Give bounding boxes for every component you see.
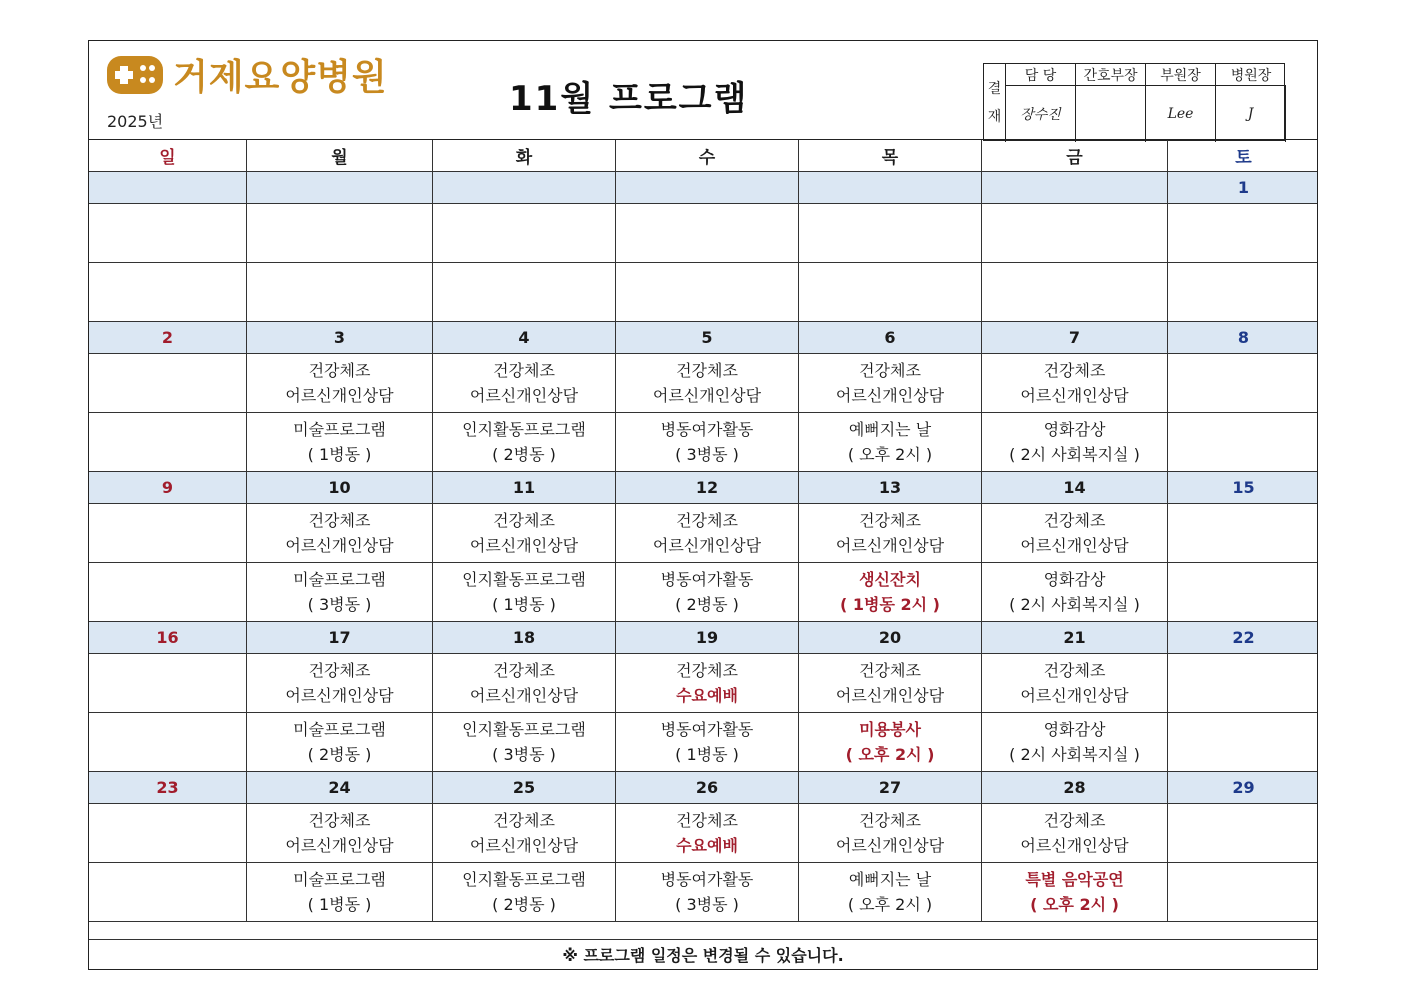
approval-role: 부원장 [1146,64,1216,86]
activity-line: 미술프로그램 [293,570,386,589]
date-cell: 25 [433,772,616,803]
weekday-header: 금 [982,140,1168,171]
activity-line: ( 2시 사회복지실 ) [1009,745,1140,764]
activity-cell [89,654,247,712]
activity-line: ( 3병동 ) [492,745,556,764]
date-cell: 9 [89,472,247,503]
activity-line: ( 2시 사회복지실 ) [1009,445,1140,464]
activity-line: 건강체조 [859,511,921,530]
date-cell [616,172,799,203]
activity-cell [247,504,433,562]
activity-line: 건강체조 [676,361,738,380]
activity-cell [89,804,247,862]
header [89,41,1317,139]
date-cell [89,172,247,203]
activity-cell [433,804,616,862]
activity-cell [982,204,1168,262]
weekday-header: 월 [247,140,433,171]
date-cell [433,172,616,203]
activity-cell [1168,504,1319,562]
activity-line: 건강체조 [676,661,738,680]
date-cell [982,172,1168,203]
activity-line: ( 2병동 ) [492,445,556,464]
date-row [89,322,1317,354]
activity-line: 건강체조 [308,511,371,530]
activity-line: 어르신개인상담 [1020,686,1129,705]
activity-line: ( 2시 사회복지실 ) [1009,595,1140,614]
activity-line: 어르신개인상담 [1020,836,1129,855]
activity-line: 건강체조 [1043,511,1106,530]
activity-cell [982,504,1168,562]
activity-cell [799,413,982,471]
activity-cell [247,354,433,412]
activity-line: ( 1병동 ) [307,895,372,914]
date-cell: 17 [247,622,433,653]
activity-cell [616,504,799,562]
activity-cell [616,413,799,471]
activity-line: 어르신개인상담 [835,386,945,405]
hospital-cross-icon [105,52,165,98]
weekday-header: 목 [799,140,982,171]
approval-role: 담 당 [1006,64,1076,86]
activity-cell [1168,563,1319,621]
activity-line: 어르신개인상담 [1020,386,1129,405]
activity-line: 건강체조 [493,661,555,680]
date-cell [799,172,982,203]
activity-cell [799,654,982,712]
activity-cell [982,654,1168,712]
activity-cell [982,263,1168,321]
activity-line: 인지활동프로그램 [462,870,586,889]
weekday-header: 토 [1235,148,1252,168]
activity-line: ( 오후 2시 ) [845,745,935,764]
activity-cell [982,413,1168,471]
activity-cell [799,863,982,921]
activity-cell [799,354,982,412]
activity-line: 예뻐지는 날 [848,870,932,889]
activity-row [89,713,1317,772]
activity-line: 어르신개인상담 [469,836,579,855]
activity-line: ( 1병동 ) [492,595,556,614]
date-cell: 20 [799,622,982,653]
date-cell: 26 [616,772,799,803]
activity-cell [89,204,247,262]
activity-cell [89,263,247,321]
activity-cell [1168,713,1319,771]
activity-line: ( 오후 2시 ) [847,895,933,914]
date-cell: 15 [1232,478,1255,497]
activity-cell [616,263,799,321]
activity-cell [616,654,799,712]
weekday-header-row [89,140,1317,172]
activity-line: 병동여가활동 [660,420,754,439]
date-cell: 29 [1232,778,1255,797]
activity-cell [89,354,247,412]
date-cell: 2 [89,322,247,353]
approval-role: 병원장 [1216,64,1286,86]
activity-cell [433,713,616,771]
activity-line: 어르신개인상담 [652,536,762,555]
activity-cell [247,804,433,862]
activity-line: 예뻐지는 날 [848,420,932,439]
activity-line: 건강체조 [493,511,555,530]
hospital-name: 거제요양병원 [173,57,388,98]
activity-cell [433,563,616,621]
activity-line: 영화감상 [1043,420,1106,439]
activity-line: 어르신개인상담 [652,386,762,405]
date-cell: 13 [799,472,982,503]
date-cell: 14 [982,472,1168,503]
activity-line: 어르신개인상담 [285,536,394,555]
activity-cell [616,563,799,621]
activity-line: 건강체조 [493,811,555,830]
activity-cell [247,204,433,262]
activity-cell [1168,354,1319,412]
activity-cell [982,713,1168,771]
activity-cell [1168,204,1319,262]
activity-line: 어르신개인상담 [469,386,579,405]
approval-signature: Lee [1146,86,1216,142]
activity-row [89,504,1317,563]
activity-line: ( 2병동 ) [492,895,556,914]
activity-line: 인지활동프로그램 [462,720,586,739]
activity-line: 인지활동프로그램 [462,570,586,589]
date-row [89,472,1317,504]
date-cell: 24 [247,772,433,803]
activity-line: ( 1병동 ) [675,745,739,764]
activity-line: 건강체조 [1043,361,1106,380]
hospital-logo [105,49,388,100]
approval-signature: J [1216,86,1286,142]
activity-cell [247,863,433,921]
activity-cell [433,863,616,921]
activity-line: 어르신개인상담 [1020,536,1129,555]
activity-cell [247,713,433,771]
activity-cell [433,654,616,712]
weekday-header: 수 [616,140,799,171]
page-title: 11월 프로그램 [509,79,749,119]
activity-line: 건강체조 [1043,811,1106,830]
activity-line: 미술프로그램 [293,720,386,739]
approval-role: 간호부장 [1076,64,1146,86]
activity-line: 건강체조 [859,361,921,380]
activity-line: 병동여가활동 [660,570,754,589]
activity-row [89,563,1317,622]
weekday-header: 화 [433,140,616,171]
date-row [89,772,1317,804]
activity-line: 어르신개인상담 [285,386,394,405]
activity-row [89,413,1317,472]
approval-signature [1076,86,1146,142]
date-cell: 6 [799,322,982,353]
date-cell: 1 [1237,178,1250,197]
activity-line: 건강체조 [308,661,371,680]
activity-line: 인지활동프로그램 [462,420,586,439]
activity-cell [433,413,616,471]
activity-line: 수요예배 [676,686,738,705]
date-row [89,172,1317,204]
activity-cell [89,563,247,621]
activity-line: 영화감상 [1043,570,1106,589]
activity-cell [1168,804,1319,862]
date-row [89,622,1317,654]
activity-line: 어르신개인상담 [285,836,394,855]
activity-line: 건강체조 [308,361,371,380]
activity-cell [433,204,616,262]
weeks-container [89,172,1317,922]
date-cell: 27 [799,772,982,803]
activity-cell [799,204,982,262]
activity-line: 병동여가활동 [660,720,754,739]
activity-line: 어르신개인상담 [835,686,945,705]
activity-row [89,804,1317,863]
activity-line: 수요예배 [676,836,738,855]
year-label: 2025년 [107,112,164,131]
activity-cell [433,263,616,321]
activity-cell [247,263,433,321]
activity-line: ( 2병동 ) [675,595,739,614]
footer-note: ※ 프로그램 일정은 변경될 수 있습니다. [89,939,1317,969]
date-cell: 5 [616,322,799,353]
activity-cell [89,863,247,921]
activity-cell [799,504,982,562]
activity-cell [799,713,982,771]
activity-line: 어르신개인상담 [835,536,945,555]
activity-line: 건강체조 [859,811,921,830]
date-cell: 12 [616,472,799,503]
activity-line: 생신잔치 [859,570,921,589]
activity-cell [1168,413,1319,471]
activity-line: 어르신개인상담 [285,686,394,705]
activity-cell [982,563,1168,621]
activity-cell [89,413,247,471]
activity-cell [616,354,799,412]
date-cell: 21 [982,622,1168,653]
date-cell: 8 [1237,328,1250,347]
activity-line: 미술프로그램 [293,420,386,439]
activity-cell [616,713,799,771]
calendar-grid [89,139,1317,922]
activity-line: 미용봉사 [859,720,921,739]
activity-line: 건강체조 [493,361,555,380]
date-cell: 28 [982,772,1168,803]
approval-box [983,63,1285,141]
activity-cell [616,204,799,262]
schedule-sheet [88,40,1318,970]
activity-line: 건강체조 [1043,661,1106,680]
activity-line: 어르신개인상담 [469,536,579,555]
activity-row [89,354,1317,413]
activity-line: ( 3병동 ) [675,445,739,464]
date-cell: 19 [616,622,799,653]
activity-cell [433,504,616,562]
approval-side-label: 결 재 [984,64,1006,142]
activity-cell [799,263,982,321]
activity-line: 건강체조 [676,511,738,530]
activity-cell [247,654,433,712]
activity-cell [982,863,1168,921]
activity-line: ( 2병동 ) [307,745,372,764]
activity-cell [799,563,982,621]
activity-line: ( 오후 2시 ) [847,445,933,464]
weekday-header: 일 [89,140,247,171]
activity-line: ( 1병동 2시 ) [840,595,940,614]
activity-line: 영화감상 [1043,720,1106,739]
date-cell: 4 [433,322,616,353]
date-cell: 3 [247,322,433,353]
activity-cell [247,413,433,471]
activity-cell [1168,863,1319,921]
activity-cell [89,504,247,562]
activity-cell [1168,263,1319,321]
activity-line: 미술프로그램 [293,870,386,889]
date-cell [247,172,433,203]
activity-line: 건강체조 [859,661,921,680]
activity-line: ( 오후 2시 ) [1030,895,1119,914]
activity-line: 건강체조 [308,811,371,830]
activity-row [89,263,1317,322]
approval-signature: 장수진 [1006,86,1076,142]
activity-cell [433,354,616,412]
date-cell: 11 [433,472,616,503]
date-cell: 18 [433,622,616,653]
activity-line: 특별 음악공연 [1025,870,1124,889]
activity-line: 건강체조 [676,811,738,830]
date-cell: 7 [982,322,1168,353]
activity-cell [247,563,433,621]
activity-line: ( 3병동 ) [675,895,739,914]
activity-line: 어르신개인상담 [469,686,579,705]
date-cell: 16 [89,622,247,653]
activity-cell [982,804,1168,862]
date-cell: 22 [1232,628,1255,647]
activity-cell [616,863,799,921]
activity-cell [799,804,982,862]
activity-row [89,204,1317,263]
activity-row [89,863,1317,922]
activity-line: ( 3병동 ) [307,595,372,614]
activity-cell [982,354,1168,412]
date-cell: 23 [89,772,247,803]
activity-cell [616,804,799,862]
date-cell: 10 [247,472,433,503]
activity-row [89,654,1317,713]
activity-line: ( 1병동 ) [307,445,372,464]
activity-line: 어르신개인상담 [835,836,945,855]
activity-line: 병동여가활동 [660,870,754,889]
activity-cell [1168,654,1319,712]
activity-cell [89,713,247,771]
